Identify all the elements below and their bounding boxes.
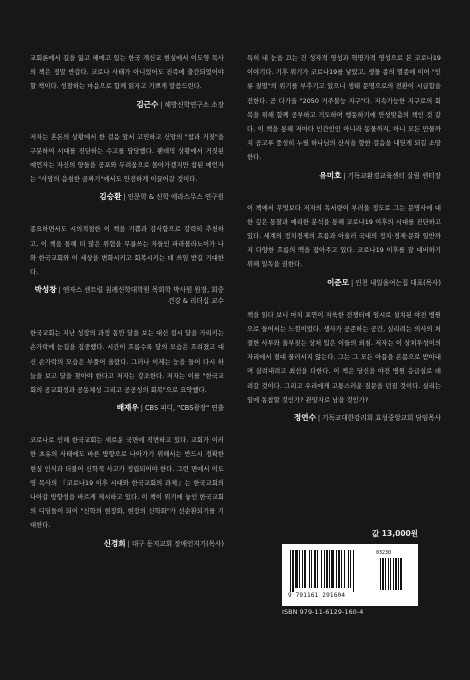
endorsement-text: 코로나로 인해 한국교회는 새로운 국면에 직면하고 있다. 교회가 이러한 초유의 사태에도 바른 방향으로 나아가기 위해서는 반드시 정확한 현실 인식과 더불어 신학적 사고가 정립되어야 한다. 그런 면에서 이도영 목사의 『코로나19 이후 시대와 한국교회의 과제』는 한국교회의 나아갈 방향성을 바르게 제시하고 있다. 이 책이 위기에 놓인 한국교회의 디딤돌이 되어 "신학의 현장화, 현장의 신학화"가 선순환되기를 기대한다. — [30, 437, 224, 530]
price-label: 값 13,000원 — [371, 529, 418, 538]
endorser-name: 배재우 — [116, 403, 139, 413]
barcode-addon-bar — [395, 558, 397, 590]
endorsement-text: 교회론에서 길을 잃고 헤매고 있는 한국 개신교 현실에서 이도영 목사의 책은 정말 반갑다. 코로나 사태가 아니었어도 진즉에 출간되었어야 할 책이다. 성찰하는 마음으로 함께 읽자고 기쁘게 말씀드린다. — [30, 55, 224, 91]
endorser-name: 신경희 — [103, 538, 126, 548]
barcode-addon-bar — [380, 558, 381, 590]
endorser-role: 인천 내일을여는집 대표(목사) — [355, 278, 441, 287]
barcode-bar — [326, 550, 328, 588]
endorsement — [30, 131, 224, 204]
barcode-addon-bar — [398, 558, 399, 590]
endorsement — [247, 202, 441, 289]
barcode-bar — [290, 550, 291, 592]
endorsement — [30, 223, 224, 307]
endorsement-attribution: 박성창 | 엔자스 센트럴 침례신학대학원 목회학 박사원 원장, 회중건강 & 리더십 교수 — [34, 285, 224, 306]
endorsement-attribution: 배재우 | CBS 피디, "CBS광장" 연출 — [116, 403, 224, 413]
left-endorsement-column — [30, 52, 224, 570]
endorsement-attribution: 유미호 | 기독교환경교육센터 살림 센터장 — [319, 170, 441, 180]
barcode-addon-bar — [393, 558, 394, 590]
endorsement-text: 특히 내 눈을 끄는 건 성자적 영성과 혁명가적 영성으로 본 코로나19 이야기다. 기후 위기가 코로나19를 낳았고, 생물 종의 멸종에 이어 "인류 절멸"의 위기를 부추기고 있으니 생태 문명으로의 전환이 시급함을 전한다. 곧 다가올 "2050 거주불능 지구"다. 지속가능한 지구로의 회복을 위해 함께 공부하고 기도하며 행동하기에 안성맞춤의 책인 것 같다. 이 책을 통해 저마다 인간인인 아니라 동물까지, 아니 모든 만물까지 공고루 풍성히 누릴 하나님의 산식을 향한 걸음을 내딛게 되길 소망한다. — [247, 55, 441, 162]
endorser-role: 기독교대한감리회 효성중앙교회 담임목사 — [322, 414, 441, 423]
barcode-bar — [341, 550, 342, 588]
endorsement — [247, 309, 441, 424]
endorsement-attribution: 이준모 | 인천 내일을여는집 대표(목사) — [326, 277, 441, 287]
endorser-name: 김승환 — [99, 192, 122, 202]
isbn-barcode — [282, 544, 418, 606]
barcode-bar — [324, 550, 325, 588]
barcode-bar — [311, 550, 312, 588]
barcode-bar — [317, 550, 318, 588]
endorsement-text: 한국교회는 지난 성장의 과정 동안 달을 보는 대신 접시 달을 가리키는 손가락에 눈길을 집중했다. 시간이 흐름수록 달의 모습은 흐려졌고 대신 손가락의 모습은 부풀어 올랐다. 그러나 이제는 눈을 들어 다시 하늘을 보고 달을 찾아야 한다고 저자는 강조한다. 저자는 이를 "한국교회의 공교회성과 공동체성 그리고 공공성의 회복"으로 요약했다. — [30, 330, 224, 395]
barcode-digits: 9 791161 291604 — [288, 592, 346, 599]
barcode-bar — [329, 550, 330, 588]
barcode-addon-bar — [400, 558, 402, 590]
endorser-name: 박성창 — [34, 285, 57, 295]
barcode-addon-bar — [382, 558, 384, 590]
barcode-bar — [336, 550, 337, 588]
barcode-bar — [295, 550, 298, 588]
endorser-role: CBS 피디, "CBS광장" 연출 — [144, 404, 224, 413]
endorsement-text: 종요하면서도 시의적절한 이 책을 기쁨과 감사함으로 강력히 추천하고, 이 책을 통해 더 많은 위험을 무릅쓰는 자들인 파라볼라노이가 나와 한국교회와 이 세상을 변화시키고 회복시키는 데 쓰임 받길 기대한다. — [30, 226, 224, 277]
barcode-bar — [304, 550, 306, 588]
endorsement-attribution: 김승환 | 인문학 & 신학 에라스무스 연구원 — [99, 192, 224, 202]
endorsement-attribution: 신경희 | 대구 동지교회 장애인지기(목사) — [103, 538, 224, 548]
barcode-bar — [344, 550, 345, 588]
barcode-bar — [348, 550, 349, 588]
endorsement-attribution: 김근수 | 해방신학연구소 소장 — [136, 99, 224, 109]
endorsement — [247, 52, 441, 182]
endorser-role: 엔자스 센트럴 침례신학대학원 목회학 박사원 원장, 회중건강 & 리더십 교수 — [62, 286, 224, 306]
endorser-role: 기독교환경교육센터 살림 센터장 — [347, 171, 441, 180]
endorser-role: 인문학 & 신학 에라스무스 연구원 — [127, 193, 224, 202]
endorsement-attribution: 정연수 | 기독교대한감리회 효성중앙교회 담임목사 — [293, 413, 441, 423]
endorser-role: 대구 동지교회 장애인지기(목사) — [131, 539, 224, 548]
barcode-bar — [353, 550, 354, 592]
endorser-role: 해방신학연구소 소장 — [164, 100, 224, 109]
barcode-bars — [288, 548, 412, 592]
endorsement — [30, 434, 224, 549]
barcode-bar — [299, 550, 300, 588]
barcode-bar — [314, 550, 316, 588]
barcode-addon-digits: 03230 — [376, 550, 392, 556]
endorser-name: 김근수 — [136, 99, 159, 109]
endorsement-text: 저자는 혼돈의 상황에서 한 걸음 앞서 고민하고 신앙의 "참과 거짓"을 구분하여 시대를 진단하는 수고를 담당했다. 팬데믹 상황에서 거짓된 예언자는 자신의 양들을 공포와 두려움으로 몰아가겠지만 참된 예언자는 "사망의 음침한 골짜기"에서도 안전하게 이끌어갈 것이다. — [30, 133, 224, 184]
barcode-bar — [350, 550, 351, 588]
endorser-name: 유미호 — [319, 170, 342, 180]
endorser-name: 정연수 — [293, 413, 316, 423]
barcode-bar — [292, 550, 294, 592]
endorsement — [30, 52, 224, 111]
endorser-name: 이준모 — [326, 277, 349, 287]
barcode-bar — [309, 550, 310, 588]
barcode-addon-bar — [388, 558, 389, 590]
barcode-bar — [302, 550, 303, 588]
isbn-text: ISBN 979-11-6129-160-4 — [282, 608, 364, 616]
barcode-addon-bar — [385, 558, 386, 590]
barcode-bar — [338, 550, 340, 588]
barcode-addon-bar — [390, 558, 391, 590]
right-endorsement-column — [247, 52, 441, 444]
barcode-bar — [331, 550, 334, 588]
endorsement-text: 이 책에서 무엇보다 저자의 독서량이 부러울 정도로 그는 문명사에 대한 깊은 통찰과 예리한 분석을 통해 코로나19 이후의 시대를 진단하고 있다. 세계의 정치경제의 흐름과 아울러 국내의 정치·경제·문화 일반까지 다양한 흐름의 맥을 잡아주고 있다. 코로나19 이후를 잘 대비하기 위해 일독을 권한다. — [247, 204, 441, 269]
endorsement — [30, 327, 224, 414]
endorsement-text: 책을 읽다 보니 마치 포연이 자욱한 전쟁터에 임시로 설치된 야전 병원으로 들어서는 느낌이었다. 생사가 공존하는 공간, 실리려는 의사의 처절한 사투와 울부짖는 상처 입은 이들의 외침. 저자는 이 상처투성이의 자리에서 절대 물러서지 않는다. 그는 그 모든 아픔을 온몸으로 받아내며 살려내려고 최선을 다한다. 이 책은 당신을 야전 병원 응급실로 데려갈 것이다. 그리고 우리에게 고통스러운 질문을 던질 것이다. 실리는 일에 동참할 것인가? 관망자로 남을 것인가? — [247, 311, 441, 404]
barcode-bar — [321, 550, 322, 588]
